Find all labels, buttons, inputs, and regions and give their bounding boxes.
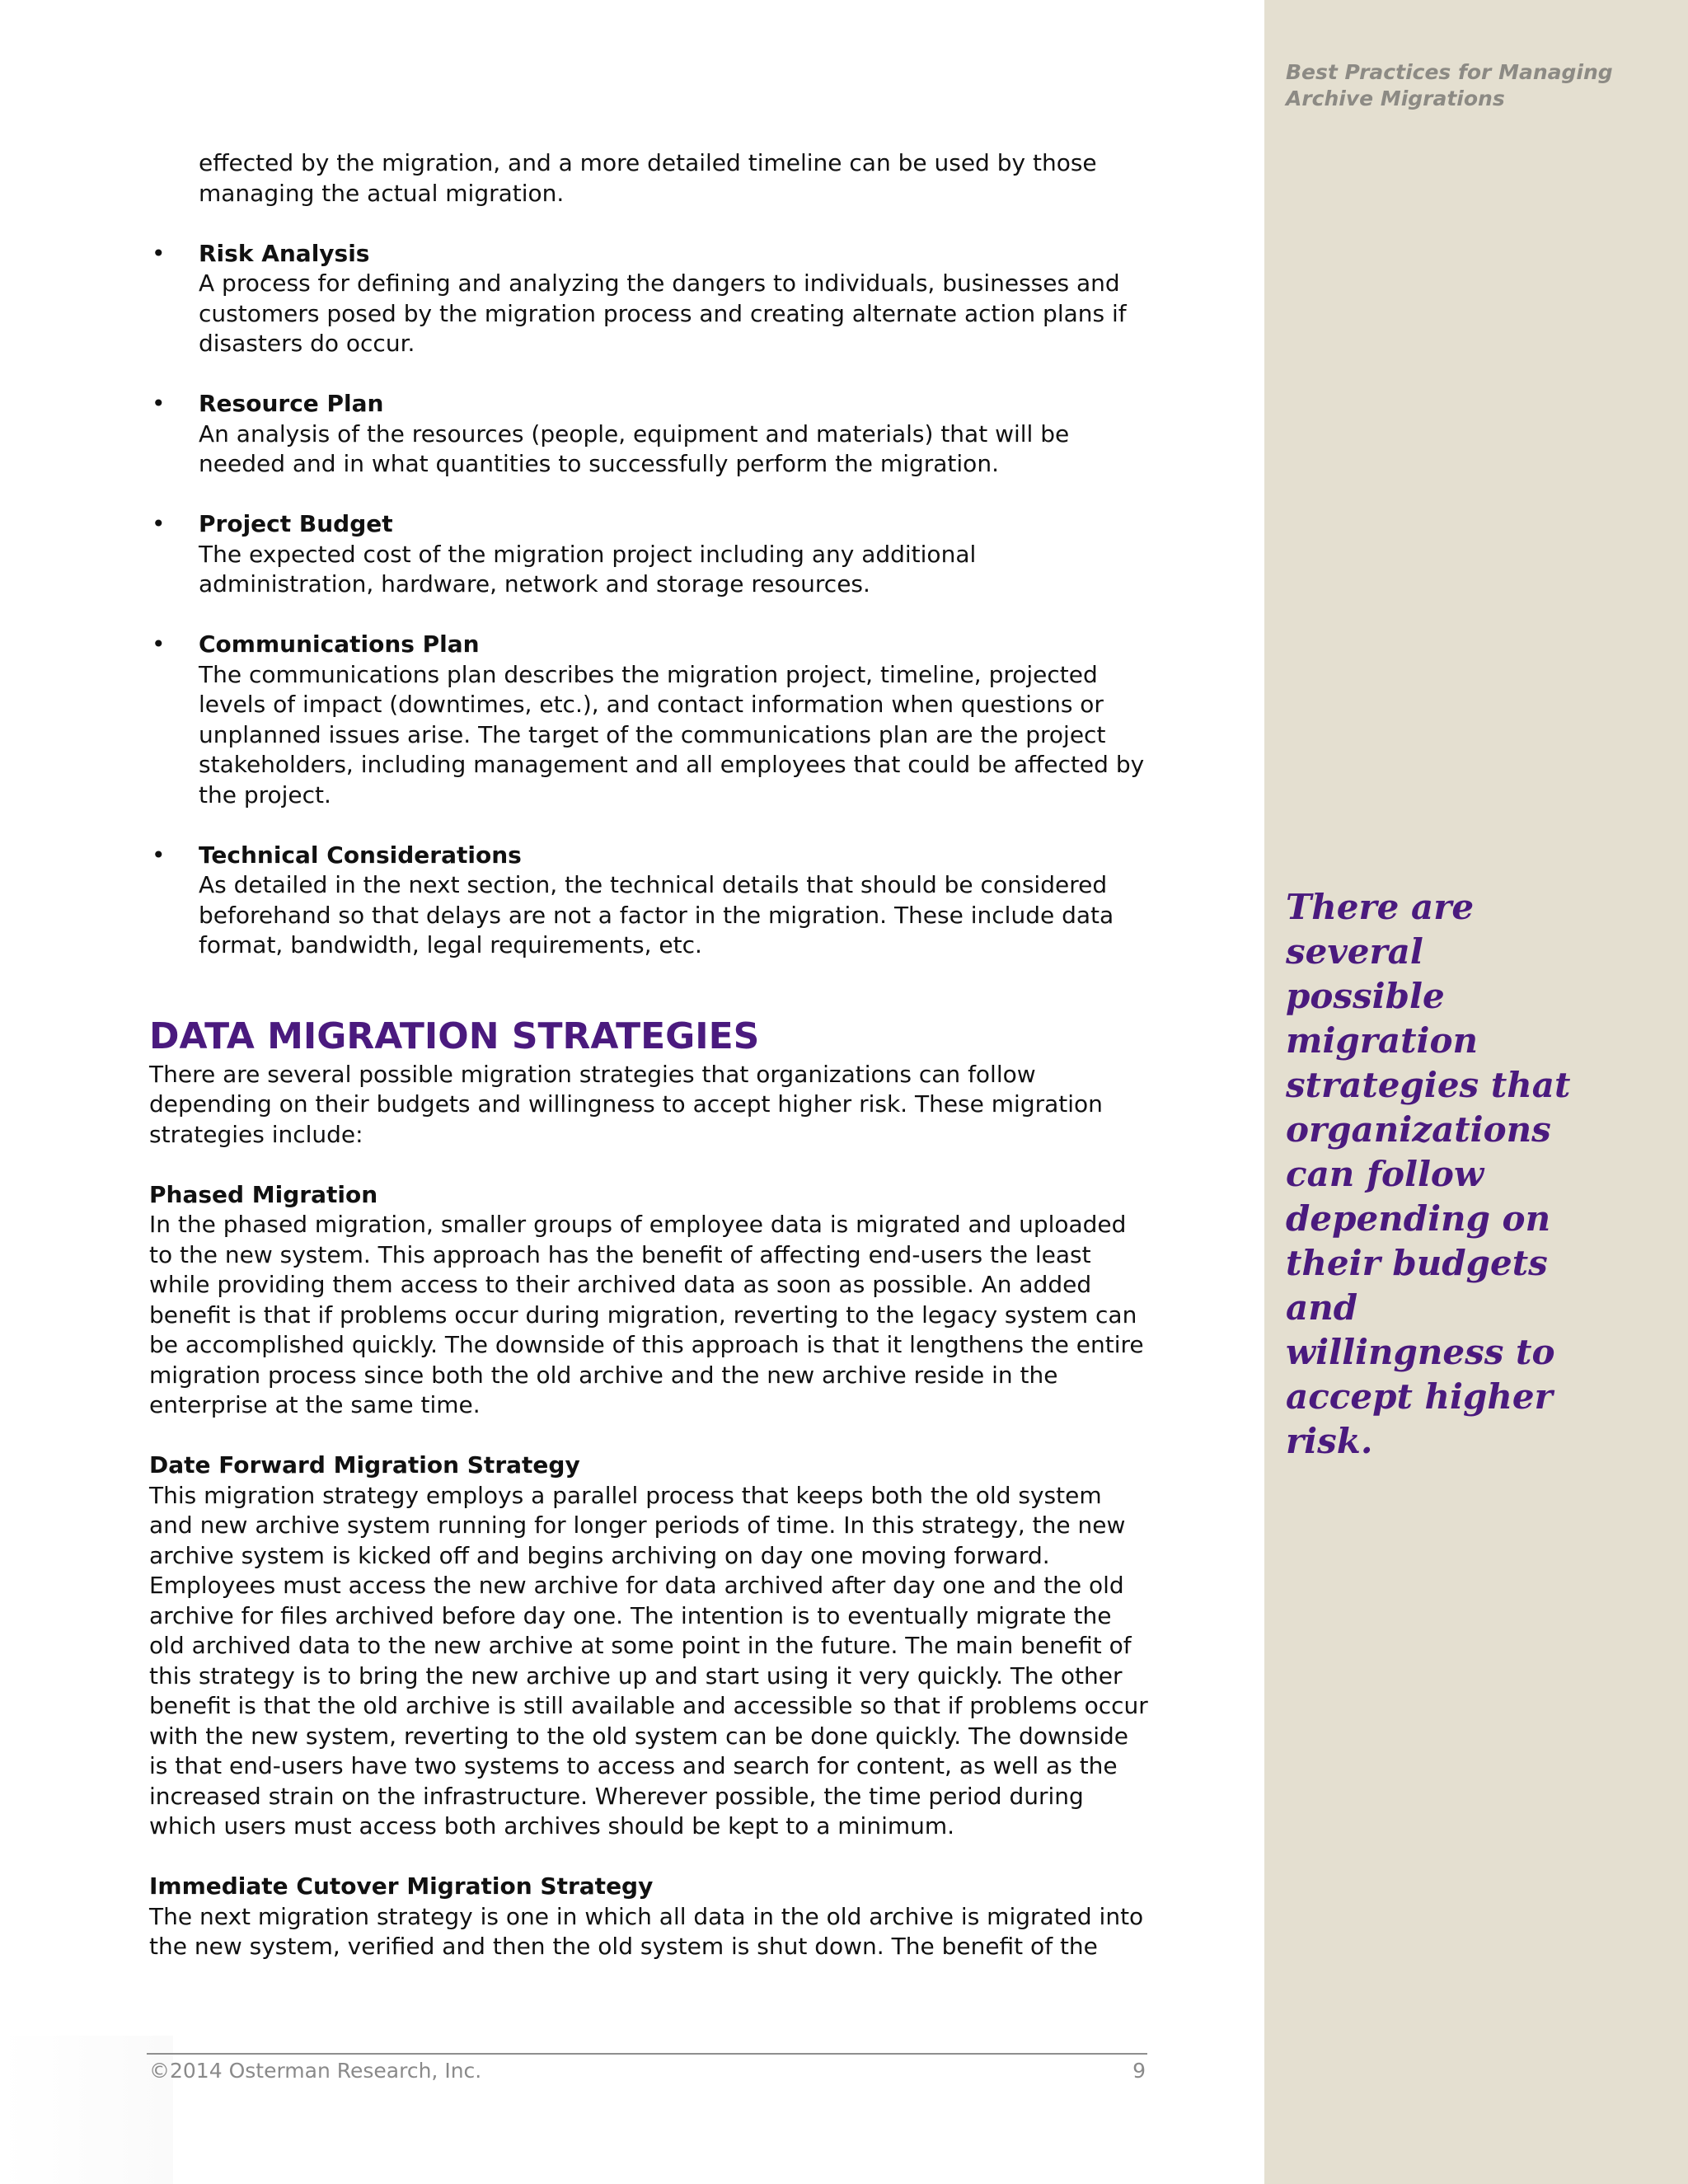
page-number: 9 [1132,2059,1146,2083]
text-line: unplanned issues arise. The target of the communications plan are the project [199,720,1106,748]
pull-quote-line: can follow [1286,1154,1484,1194]
pull-quote-line: strategies that [1286,1065,1571,1105]
bullet-communications-plan [149,630,1145,810]
text-line: In the phased migration, smaller groups of employee data is migrated and uploaded [149,1211,1127,1238]
text-line: increased strain on the infrastructure. Wherever possible, the time period during [149,1782,1084,1810]
text-line: effected by the migration, and a more detailed timeline can be used by those [199,149,1097,176]
bullet-technical-considerations [149,841,1114,961]
bullet-title: Project Budget [199,510,393,537]
text-line: which users must access both archives should be kept to a minimum. [149,1812,955,1840]
bullet-dot-icon: • [152,390,166,417]
text-line: strategies include: [149,1120,363,1148]
text-line: disasters do occur. [199,330,415,357]
bullet-title: Technical Considerations [199,841,522,869]
bullet-dot-icon: • [152,239,166,267]
text-line: format, bandwidth, legal requirements, etc. [199,931,702,958]
bullet-risk-analysis [149,239,1127,359]
text-line: stakeholders, including management and all employees that could be affected by [199,751,1145,778]
text-line: levels of impact (downtimes, etc.), and contact information when questions or [199,691,1104,718]
text-line: old archived data to the new archive at some point in the future. The main benefit of [149,1632,1132,1659]
footer-divider [147,2053,1147,2055]
bullet-project-budget [149,509,1105,600]
subsection-title: Phased Migration [149,1180,378,1208]
text-line: enterprise at the same time. [149,1391,481,1418]
text-line: An analysis of the resources (people, equipment and materials) that will be [199,419,1070,448]
text-line: be accomplished quickly. The downside of this approach is that it lengthens the entire [149,1331,1144,1358]
text-line: The communications plan describes the migration project, timeline, projected [199,660,1098,688]
text-line: A process for defining and analyzing the dangers to individuals, businesses and [199,269,1120,297]
text-line: customers posed by the migration process and creating alternate action plans if [199,299,1127,327]
bullet-dot-icon: • [152,841,166,869]
pull-quote-line: migration [1286,1020,1479,1061]
footer-copyright: ©2014 Osterman Research, Inc. [149,2059,482,2083]
text-line: and new archive system running for longer periods of time. In this strategy, the new [149,1511,1126,1539]
text-line: migration process since both the old archive and the new archive reside in the [149,1361,1058,1389]
running-header-line: Best Practices for Managing [1286,60,1613,84]
bullet-resource-plan [149,389,1105,480]
text-line: archive for files archived before day one. The intention is to eventually migrate the [149,1601,1112,1629]
text-line: to the new system. This approach has the benefit of affecting end-users the least [149,1240,1091,1268]
pull-quote-line: depending on [1286,1198,1551,1239]
intro-paragraph [149,148,1105,209]
text-line: benefit is that if problems occur during migration, reverting to the legacy system can [149,1301,1137,1329]
subsection-phased-migration [149,1180,1144,1421]
pull-quote-line: organizations [1286,1109,1551,1150]
section-heading: DATA MIGRATION STRATEGIES [149,1015,760,1057]
subsection-title: Date Forward Migration Strategy [149,1451,580,1479]
text-line: the project. [199,780,331,808]
main-content [149,148,1148,1962]
text-line: depending on their budgets and willingness to accept higher risk. These migration [149,1090,1103,1118]
pull-quote [1286,885,1607,1464]
text-line: this strategy is to bring the new archive up and start using it very quickly. The other [149,1661,1123,1690]
text-line: This migration strategy employs a parallel process that keeps both the old system [149,1481,1102,1509]
text-line: with the new system, reverting to the old system can be done quickly. The downside [149,1722,1128,1750]
text-line: managing the actual migration. [199,179,565,207]
pull-quote-line: willingness to [1286,1332,1555,1372]
bullet-dot-icon: • [152,630,166,658]
bullet-title: Risk Analysis [199,239,370,267]
page-edge-shade [0,2036,173,2184]
text-line: The expected cost of the migration project including any additional [199,540,977,568]
text-line: the new system, verified and then the old system is shut down. The benefit of the [149,1933,1098,1960]
running-header-line: Archive Migrations [1286,87,1505,110]
pull-quote-line: possible [1286,976,1445,1016]
section-intro-paragraph [149,1060,1105,1151]
bullet-title: Communications Plan [199,630,480,658]
sidebar-panel [1264,0,1688,2184]
text-line: while providing them access to their archived data as soon as possible. An added [149,1271,1092,1298]
text-line: As detailed in the next section, the technical details that should be considered [199,871,1108,898]
text-line: administration, hardware, network and storage resources. [199,570,870,598]
text-line: benefit is that the old archive is still available and accessible so that if problems occur [149,1692,1148,1719]
text-line: needed and in what quantities to successfully perform the migration. [199,450,999,477]
bullet-title: Resource Plan [199,390,384,417]
pull-quote-line: risk. [1286,1421,1373,1461]
subsection-immediate-cutover [149,1872,1144,1962]
subsection-title: Immediate Cutover Migration Strategy [149,1872,654,1900]
text-line: There are several possible migration strategies that organizations can follow [149,1060,1036,1088]
pull-quote-line: their budgets and [1286,1243,1548,1328]
text-line: is that end-users have two systems to access and search for content, as well as the [149,1752,1118,1779]
text-line: archive system is kicked off and begins archiving on day one moving forward. [149,1541,1050,1569]
text-line: beforehand so that delays are not a factor in the migration. These include data [199,901,1114,929]
pull-quote-line: accept higher [1286,1376,1553,1417]
bullet-dot-icon: • [152,510,166,537]
text-line: Employees must access the new archive for data archived after day one and the old [149,1572,1124,1599]
subsection-date-forward [149,1451,1148,1842]
pull-quote-line: There are several [1286,887,1475,972]
text-line: The next migration strategy is one in which all data in the old archive is migrated into [149,1902,1144,1930]
running-header [1286,59,1665,112]
